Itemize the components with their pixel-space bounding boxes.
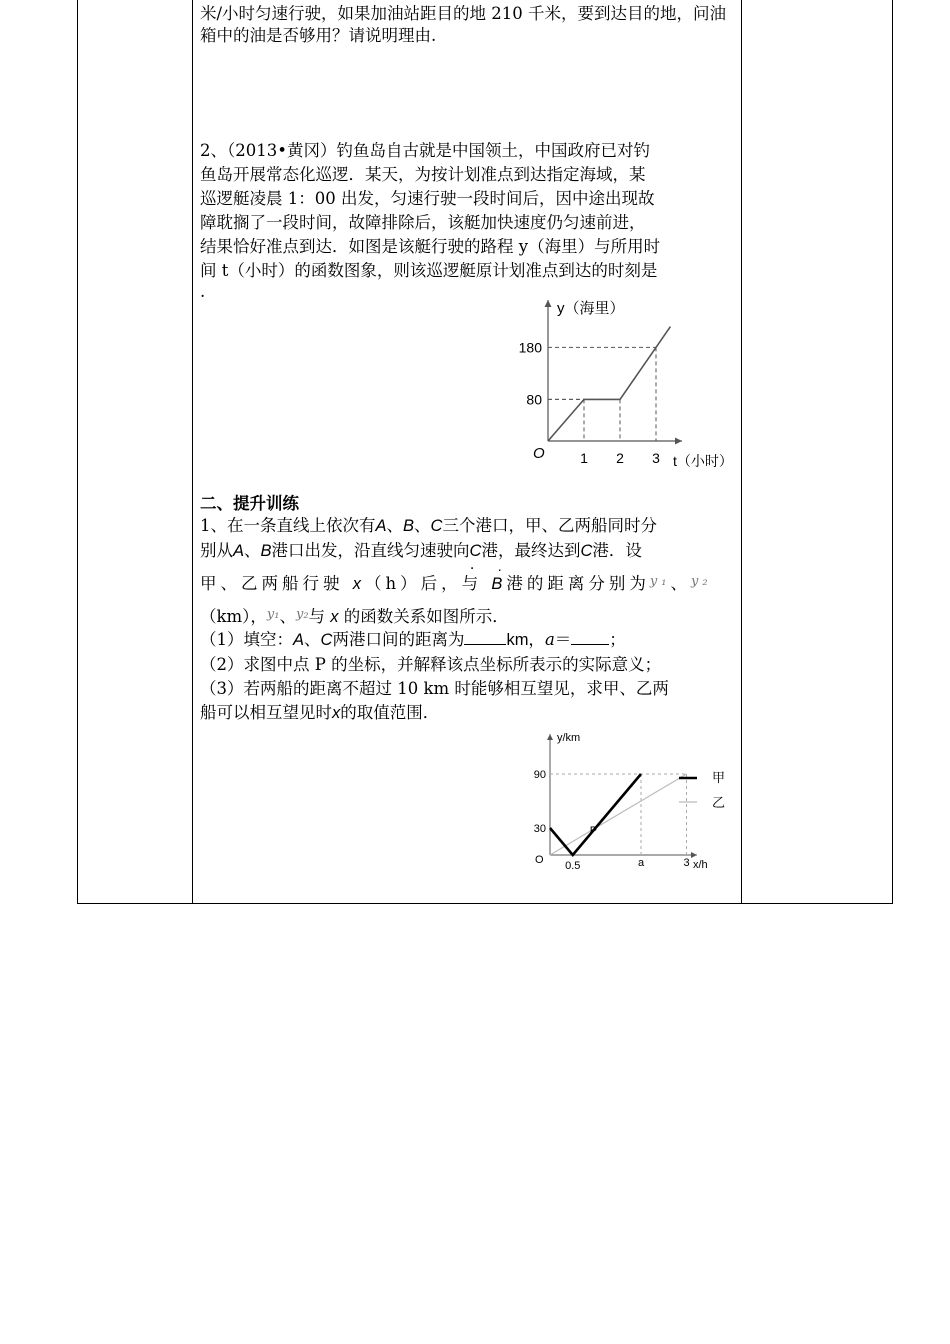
q1-text: 港口出发，沿直线匀速驶向 bbox=[271, 541, 470, 560]
x-tick-label: 3 bbox=[683, 857, 690, 869]
problem-2-line: 2、（2013•黄冈）钓鱼岛自古就是中国领土，中国政府已对钓 bbox=[200, 141, 650, 160]
distance-time-chart bbox=[500, 290, 745, 475]
problem-2-line: 巡逻艇凌晨 1：00 出发，匀速行驶一段时间后，因中途出现故 bbox=[200, 189, 655, 208]
q1-sep: 、 bbox=[304, 630, 321, 649]
x-axis-arrow bbox=[691, 852, 697, 858]
q1-text: km， bbox=[506, 631, 545, 649]
var-B: · B bbox=[491, 572, 506, 596]
column-divider-1 bbox=[192, 0, 193, 903]
q1-sep: 、 bbox=[386, 516, 404, 535]
q1-text: （1）填空： bbox=[200, 630, 293, 649]
var-A: A bbox=[233, 542, 245, 560]
var-y1: y₁ bbox=[266, 607, 280, 622]
var-C: C bbox=[580, 542, 593, 560]
q1-line-2 bbox=[200, 539, 642, 563]
series-line-jia bbox=[550, 774, 641, 855]
y-axis-arrow bbox=[547, 734, 553, 740]
x-tick-label: 1 bbox=[580, 450, 588, 466]
y-tick-label: 30 bbox=[533, 823, 546, 835]
var-A: A bbox=[293, 631, 305, 649]
q1-text: ＝ bbox=[554, 630, 572, 649]
var-y2: y₂ bbox=[690, 574, 712, 589]
var-a: a bbox=[544, 630, 555, 649]
q1-text: 港，最终达到 bbox=[481, 541, 581, 560]
var-x: x bbox=[352, 575, 365, 593]
q1-text: 港．设 bbox=[592, 541, 642, 560]
q1-text: 船可以相互望见时 bbox=[200, 703, 332, 722]
answer-blank[interactable] bbox=[464, 629, 506, 645]
q1-text: （h）后， bbox=[365, 574, 462, 593]
q1-text: 港的距离分别为 bbox=[506, 574, 650, 593]
q1-text: 三个港口，甲、乙两船同时分 bbox=[442, 516, 657, 535]
ship-distance-chart bbox=[525, 728, 740, 876]
x-tick-label: a bbox=[637, 857, 645, 869]
x-tick-label: 2 bbox=[616, 450, 624, 466]
q1-line-4 bbox=[200, 603, 509, 629]
prev-problem-line-1: 米/小时匀速行驶，如果加油站距目的地 210 千米，要到达目的地，问油 bbox=[200, 4, 727, 23]
y-axis-label: y（海里） bbox=[557, 300, 625, 317]
point-P-label: P bbox=[589, 825, 598, 837]
y-tick-label: 80 bbox=[526, 391, 542, 408]
q1-text: 1、在一条直线上依次有 bbox=[200, 516, 376, 535]
q1-sep: 、 bbox=[244, 541, 261, 560]
q1-text: 的取值范围． bbox=[340, 703, 440, 722]
x-tick-label: 0.5 bbox=[565, 860, 581, 872]
problem-2-line: . bbox=[200, 282, 206, 301]
var-y1: y₁ bbox=[649, 574, 671, 589]
answer-blank[interactable] bbox=[571, 629, 609, 645]
q1-sub-3-line-1: （3）若两船的距离不超过 10 km 时能够相互望见，求甲、乙两 bbox=[200, 679, 669, 698]
q1-text: 甲、乙两船行驶 bbox=[200, 574, 344, 593]
var-x: x bbox=[330, 608, 339, 626]
q1-line-3 bbox=[200, 570, 712, 596]
var-y2: y₂ bbox=[295, 607, 309, 622]
prev-problem-line-2: 箱中的油是否够用？请说明理由. bbox=[200, 26, 437, 45]
problem-2-line: 间 t（小时）的函数图象，则该巡逻艇原计划准点到达的时刻是 bbox=[200, 261, 658, 280]
q1-text: 两港口间的距离为 bbox=[332, 630, 465, 649]
section-heading: 二、提升训练 bbox=[200, 494, 299, 513]
x-axis-arrow bbox=[675, 438, 682, 445]
legend-label-yi: 乙 bbox=[712, 795, 726, 810]
var-C: C bbox=[469, 542, 482, 560]
y-tick-label: 180 bbox=[518, 339, 542, 356]
q1-sub-2: （2）求图中点 P 的坐标，并解释该点坐标所表示的实际意义； bbox=[200, 655, 662, 674]
y-axis-arrow bbox=[545, 300, 552, 307]
problem-2-line: 障耽搁了一段时间，故障排除后，该艇加快速度仍匀速前进， bbox=[200, 213, 646, 232]
q1-sep: 、 bbox=[414, 516, 431, 535]
q1-sep: 、 bbox=[279, 607, 296, 626]
x-axis-label: t（小时） bbox=[673, 453, 733, 469]
x-tick-label: 3 bbox=[652, 450, 660, 466]
emphasis-text: 与 bbox=[461, 574, 483, 593]
var-C: C bbox=[320, 631, 333, 649]
q1-sub-1 bbox=[200, 628, 626, 652]
legend-label-jia: 甲 bbox=[712, 770, 726, 785]
origin-label: O bbox=[533, 445, 545, 462]
series-line bbox=[548, 327, 670, 441]
series-line-yi bbox=[550, 774, 687, 855]
var-B: B bbox=[403, 517, 415, 535]
worksheet-table bbox=[77, 0, 893, 904]
var-C: C bbox=[430, 517, 443, 535]
x-axis-label: x/h bbox=[693, 859, 708, 871]
q1-text: 的函数关系如图所示． bbox=[343, 607, 509, 626]
q1-text: ； bbox=[609, 630, 626, 649]
q1-line-1 bbox=[200, 514, 657, 538]
origin-label: O bbox=[535, 854, 544, 866]
q1-text: 与 bbox=[308, 607, 326, 626]
y-tick-label: 90 bbox=[533, 769, 546, 781]
q1-text: 别从 bbox=[200, 541, 233, 560]
q1-sub-3-line-2 bbox=[200, 701, 439, 725]
q1-text: （km）， bbox=[200, 607, 267, 626]
problem-2-line: 结果恰好准点到达．如图是该艇行驶的路程 y（海里）与所用时 bbox=[200, 237, 661, 256]
q1-sep: 、 bbox=[670, 574, 691, 593]
var-x: x bbox=[332, 704, 341, 722]
y-axis-label: y/km bbox=[557, 732, 581, 744]
var-A: A bbox=[375, 517, 387, 535]
var-B: B bbox=[260, 542, 272, 560]
problem-2-line: 鱼岛开展常态化巡逻．某天，为按计划准点到达指定海域，某 bbox=[200, 165, 646, 184]
